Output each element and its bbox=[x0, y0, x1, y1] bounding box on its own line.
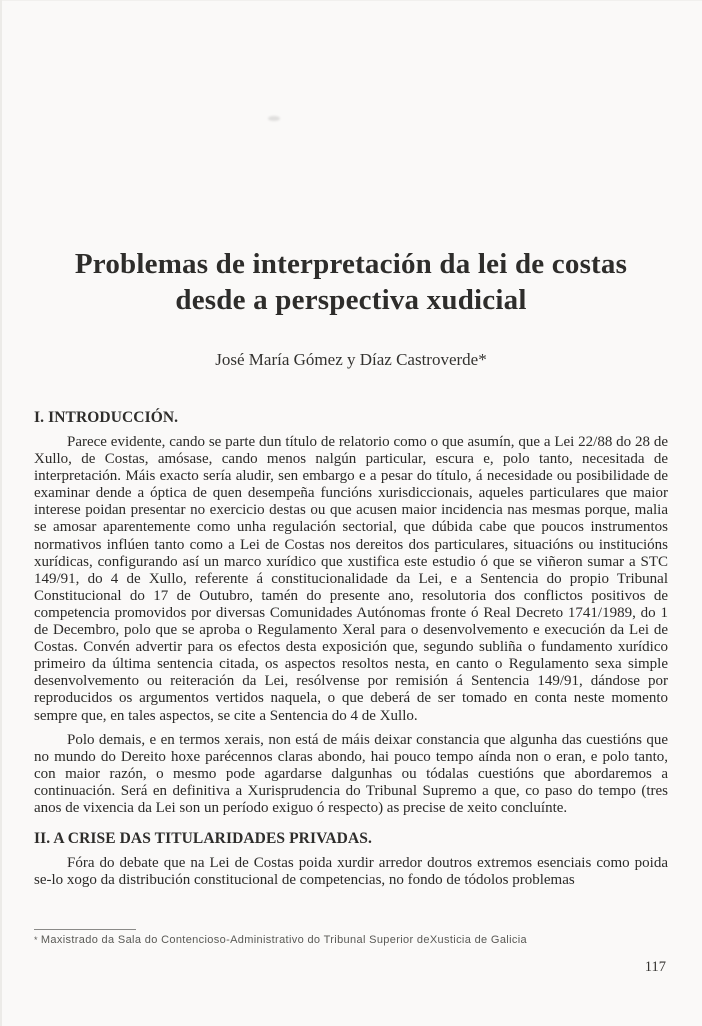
paragraph: Parece evidente, cando se parte dun título de relatorio como o que asumín, que a Lei 22/88 do 28 de Xullo, de Costas, amósase, cando menos nalgún particular, escura e, polo tanto, necesitada de interpretación. Máis exacto sería aludir, sen embargo e a pesar do título, á necesidade ou posibilidade de examinar dende a óptica de quen desempeña funcións xurisdiccionais, aqueles particulares que maior interese poidan presentar no exercicio destas ou que acusen maior incidencia nas mesmas porque, malia se amosar aparentemente como unha regulación sectorial, que dúbida cabe que poucos instrumentos normativos inflúen tanto como a Lei de Costas nos dereitos dos particulares, situacións ou institucións xurídicas, configurando así un marco xurídico que xustifica este estudio ó que se viñeron sumar a STC 149/91, do 4 de Xullo, referente á constitucionalidade da Lei, e a Sentencia do propio Tribunal Constitucional do 17 de Outubro, tamén do presente ano, resolutoria dos conflictos positivos de competencia promovidos por diversas Comunidades Autónomas fronte ó Real Decreto 1741/1989, do 1 de Decembro, polo que se aproba o Regulamento Xeral para o desenvolvemento e execución da Lei de Costas. Convén advertir para os efectos desta exposición que, segundo subliña o fundamento xurídico primeiro da última sentencia citada, os aspectos resoltos nesta, en canto o Regulamento sexa simple desenvolvemento ou reiteración da Lei, resólvense por remisión á Sentencia 149/91, dándose por reproducidos os argumentos vertidos naquela, o que deberá de ser tomado en conta neste momento sempre que, en tales aspectos, se cite a Sentencia do 4 de Xullo. bbox=[34, 434, 668, 724]
footnote bbox=[34, 934, 668, 947]
section-heading-introduccion: I. INTRODUCCIÓN. bbox=[34, 409, 179, 426]
footnote-separator bbox=[34, 929, 136, 930]
page-number: 117 bbox=[644, 959, 666, 975]
section-heading-crise-titularidades: II. A CRISE DAS TITULARIDADES PRIVADAS. bbox=[34, 830, 372, 848]
article-title: Problemas de interpretación da lei de costas desde a perspectiva xudicial bbox=[74, 248, 628, 316]
footnote-marker: * bbox=[34, 935, 38, 945]
footnote-area bbox=[34, 929, 668, 947]
paragraph: Polo demais, e en termos xerais, non está de máis deixar constancia que algunha das cuestións que no mundo do Dereito hoxe parécennos claras abondo, hai pouco tempo aínda non o eran, e polo tanto, con maior razón, o mesmo pode agardarse dalgunhas ou tódalas cuestións que abordaremos a continuación. Será en definitiva a Xurisprudencia do Tribunal Supremo a que, co paso do tempo (tres anos de vixencia da Lei son un período exiguo ó respecto) as precise de xeito concluínte. bbox=[34, 731, 668, 816]
article-author: José María Gómez y Díaz Castroverde* bbox=[215, 350, 487, 369]
paragraph: Fóra do debate que na Lei de Costas poida xurdir arredor doutros extremos esenciais como poida se-lo xogo da distribución constitucional de competencias, no fondo de tódolos problemas bbox=[34, 855, 668, 889]
footnote-label: Maxistrado da Sala do Contencioso-Administrativo do Tribunal Superior deXusticia de Galicia bbox=[40, 934, 528, 946]
article-content bbox=[34, 0, 668, 889]
